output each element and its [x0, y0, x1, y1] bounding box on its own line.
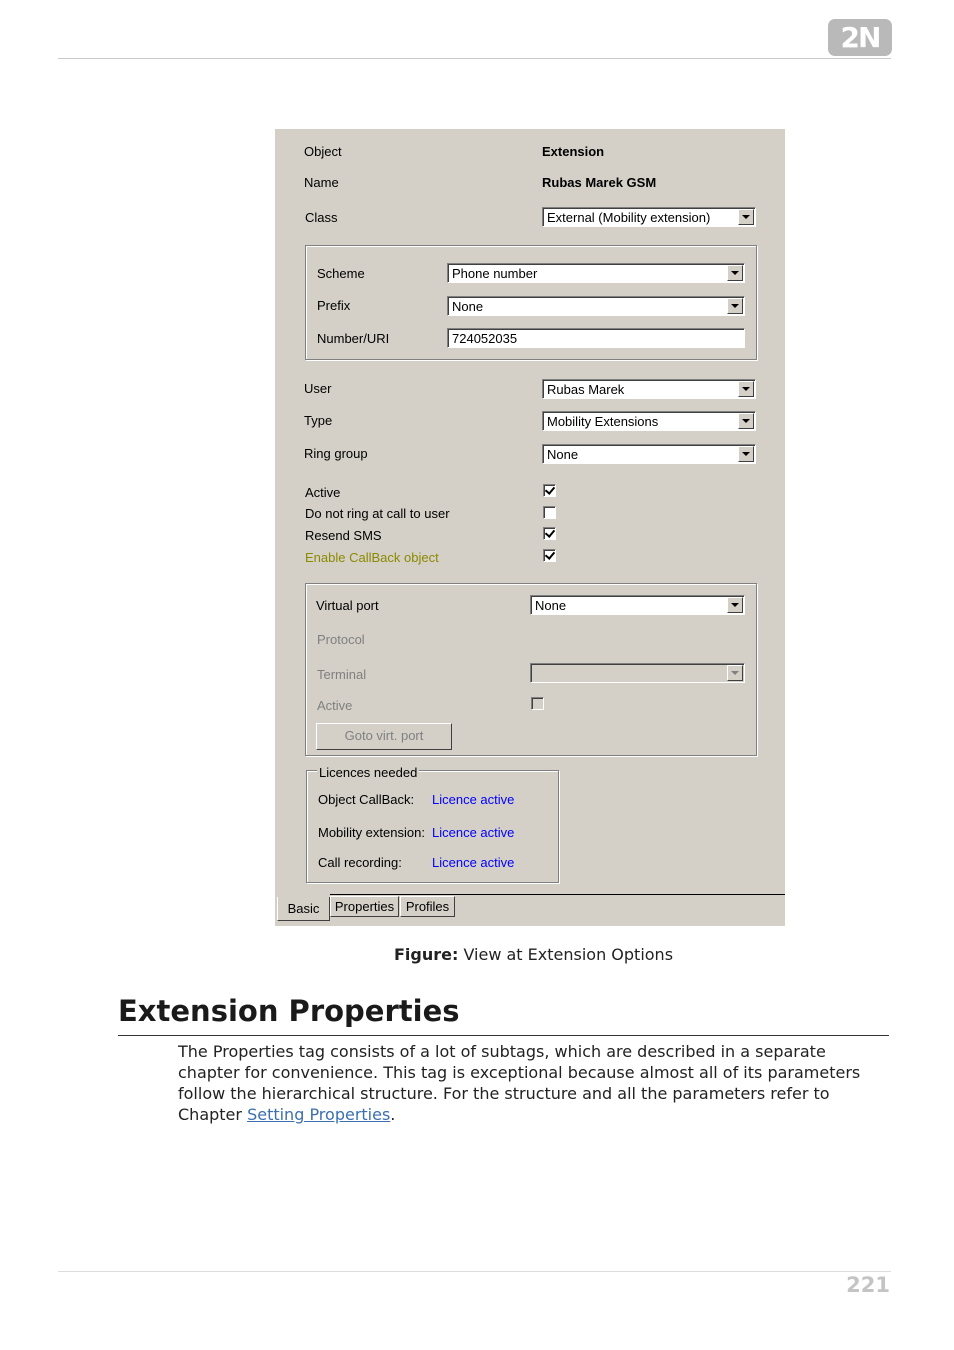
class-label: Class	[305, 210, 338, 225]
licence-name: Object CallBack:	[318, 792, 415, 807]
chevron-down-icon[interactable]	[738, 209, 754, 225]
section-title: Extension Properties	[118, 994, 460, 1028]
ring-group-select-value: None	[547, 447, 579, 462]
tab-profiles[interactable]: Profiles	[400, 896, 455, 917]
virtual-port-select-value: None	[535, 598, 567, 613]
protocol-label: Protocol	[317, 632, 365, 647]
header-divider	[58, 58, 891, 59]
section-paragraph	[178, 1041, 878, 1125]
prefix-select-value: None	[452, 299, 484, 314]
licence-status-link[interactable]: Licence active	[432, 792, 515, 807]
virtual-port-group	[305, 583, 757, 756]
ring-group-select[interactable]	[542, 444, 756, 464]
number-group	[305, 245, 757, 360]
tab-strip-line	[330, 894, 785, 895]
resend-sms-checkbox[interactable]	[543, 527, 556, 540]
type-select-value: Mobility Extensions	[547, 414, 659, 429]
licence-status-link[interactable]: Licence active	[432, 855, 515, 870]
user-select[interactable]	[542, 379, 756, 399]
vport-active-checkbox[interactable]	[531, 697, 544, 710]
object-label: Object	[304, 144, 342, 159]
tab-basic[interactable]: Basic	[277, 897, 330, 921]
goto-virt-port-button[interactable]: Goto virt. port	[316, 723, 452, 750]
enable-callback-label: Enable CallBack object	[305, 550, 439, 565]
enable-callback-checkbox[interactable]	[543, 549, 556, 562]
figure-caption	[275, 945, 792, 964]
extension-options-dialog	[275, 129, 785, 926]
name-label: Name	[304, 175, 339, 190]
scheme-select-value: Phone number	[452, 266, 538, 281]
chevron-down-icon[interactable]	[738, 446, 754, 462]
chevron-down-icon[interactable]	[727, 298, 743, 314]
object-value: Extension	[542, 144, 605, 159]
chevron-down-icon[interactable]	[727, 265, 743, 281]
scheme-label: Scheme	[317, 266, 365, 281]
virtual-port-label: Virtual port	[316, 598, 379, 613]
chevron-down-icon[interactable]	[727, 597, 743, 613]
user-label: User	[304, 381, 332, 396]
class-select-value: External (Mobility extension)	[547, 210, 711, 225]
brand-logo: 2N	[828, 19, 892, 56]
caption-text: View at Extension Options	[458, 945, 674, 964]
paragraph-end: .	[390, 1105, 396, 1124]
chevron-down-icon[interactable]	[727, 665, 743, 681]
number-uri-value: 724052035	[452, 331, 518, 346]
setting-properties-link[interactable]: Setting Properties	[247, 1105, 391, 1124]
tab-properties[interactable]: Properties	[330, 896, 399, 917]
caption-prefix: Figure:	[393, 945, 459, 964]
prefix-label: Prefix	[317, 298, 351, 313]
do-not-ring-checkbox[interactable]	[543, 506, 556, 519]
paragraph-text: The Properties tag consists of a lot of subtags, which are described in a separate chapter for convenience. This tag is exceptional because almost all of its parameters follow the hierarchical structure. For the structure and all the parameters refer to Chapter	[178, 1042, 861, 1124]
chevron-down-icon[interactable]	[738, 381, 754, 397]
vport-active-label: Active	[317, 698, 353, 713]
licence-status-link[interactable]: Licence active	[432, 825, 515, 840]
do-not-ring-label: Do not ring at call to user	[305, 506, 450, 521]
licences-group-title: Licences needed	[319, 765, 418, 780]
scheme-select[interactable]	[447, 263, 745, 283]
page-number: 221	[846, 1273, 890, 1297]
number-uri-label: Number/URI	[317, 331, 390, 346]
ring-group-label: Ring group	[304, 446, 368, 461]
virtual-port-select[interactable]	[530, 595, 745, 615]
user-select-value: Rubas Marek	[547, 382, 625, 397]
licence-name: Call recording:	[318, 855, 402, 870]
active-checkbox[interactable]	[543, 484, 556, 497]
type-select[interactable]	[542, 411, 756, 431]
class-select[interactable]	[542, 207, 756, 227]
terminal-label: Terminal	[317, 667, 367, 682]
terminal-select[interactable]	[530, 663, 745, 683]
prefix-select[interactable]	[447, 296, 745, 316]
active-label: Active	[305, 485, 341, 500]
number-uri-input[interactable]	[447, 328, 745, 348]
chevron-down-icon[interactable]	[738, 413, 754, 429]
section-title-divider	[118, 1035, 889, 1036]
footer-divider	[58, 1271, 891, 1272]
licence-name: Mobility extension:	[318, 825, 425, 840]
resend-sms-label: Resend SMS	[305, 528, 382, 543]
name-value: Rubas Marek GSM	[542, 175, 657, 190]
type-label: Type	[304, 413, 333, 428]
